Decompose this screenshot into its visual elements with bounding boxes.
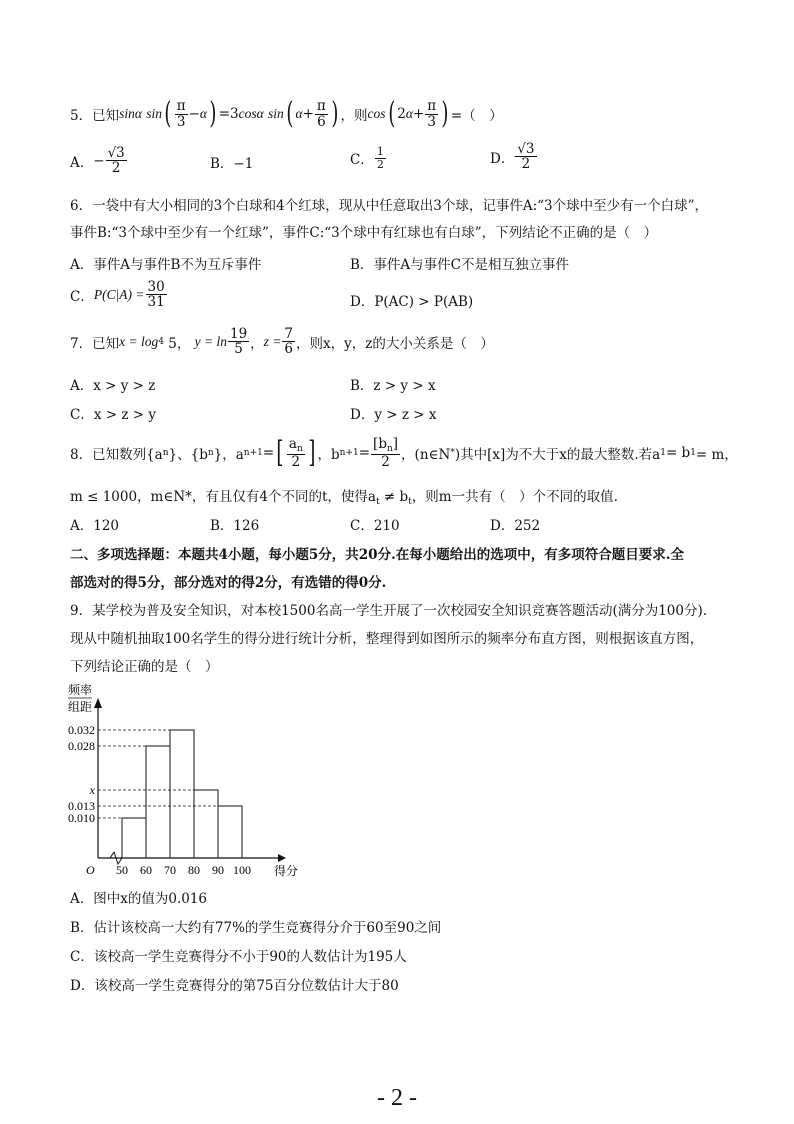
y-axis-arrow xyxy=(94,698,102,708)
option-label: B． xyxy=(210,156,234,172)
y-tick-label: x xyxy=(89,783,95,797)
q8-option-a: A．120 xyxy=(70,518,120,534)
histogram-bar xyxy=(170,730,194,858)
q8-text: = m， xyxy=(695,447,738,463)
fraction: $\frac{7}{6}$ xyxy=(284,326,294,358)
right-bracket: ] xyxy=(308,435,316,470)
q6-option-c xyxy=(70,280,168,309)
x-axis-label: 得分 xyxy=(274,864,299,878)
q8-option-d: D．252 xyxy=(490,518,541,534)
sin-symbol: sin xyxy=(119,106,135,121)
option-label: C． xyxy=(70,288,94,305)
q8-option-c: C．210 xyxy=(350,518,400,534)
page-number: - 2 - xyxy=(377,1085,417,1111)
histogram-bar xyxy=(122,818,146,858)
sin-symbol: sin xyxy=(146,106,163,121)
alpha-symbol: α xyxy=(256,106,264,121)
q5-option-b xyxy=(210,152,253,172)
x-tick-label: 90 xyxy=(212,863,224,877)
right-paren: ) xyxy=(441,96,449,131)
option-value: −1 xyxy=(233,156,254,172)
pi-over-3: $\frac{\pi}{3}$ xyxy=(427,98,437,130)
q7-number: 7．已知 xyxy=(70,335,120,352)
alpha-symbol: α xyxy=(405,106,413,121)
left-paren: ( xyxy=(286,96,294,131)
alpha-symbol: α xyxy=(199,106,208,121)
plus-sign: + xyxy=(302,106,314,122)
q8-text: }，a xyxy=(213,447,244,463)
q8-text: m ≤ 1000，m∈N*，有且仅有4个不同的t，使得a xyxy=(70,489,376,505)
subscript: n xyxy=(207,448,214,458)
q8-text: = b xyxy=(665,445,691,461)
section2-line2: 部选对的得5分，部分选对的得2分，有选错的得0分. xyxy=(70,575,387,591)
origin-label: O xyxy=(86,863,95,877)
q9-option-d: D．该校高一学生竞赛得分的第75百分位数估计大于80 xyxy=(70,978,399,994)
q7-text: ，则x，y，z的大小关系是（ ） xyxy=(296,335,494,352)
q6-option-b: B．事件A与事件C不是相互独立事件 xyxy=(350,257,569,273)
x-def: x = log xyxy=(119,333,159,349)
q8-text: }、{b xyxy=(168,447,208,463)
histogram-chart xyxy=(60,682,300,882)
q8-option-b: B．126 xyxy=(210,518,260,534)
left-paren: ( xyxy=(387,96,395,131)
q5-stem xyxy=(70,96,503,132)
q9-line2: 现从中随机抽取100名学生的得分进行统计分析，整理得到如图所示的频率分布直方图，则根据该直方图， xyxy=(70,631,704,647)
q5-option-a xyxy=(70,146,128,175)
histogram-bar xyxy=(146,746,170,858)
fraction: $\frac{1}{2}$ xyxy=(376,145,384,171)
histogram-bar xyxy=(194,790,218,858)
pi-over-6: $\frac{\pi}{6}$ xyxy=(316,98,326,130)
y-label-bottom: 组距 xyxy=(67,700,93,714)
q7-option-b: B．z > y > x xyxy=(350,378,436,394)
q9-line3: 下列结论正确的是（ ） xyxy=(70,659,219,675)
q9-option-b: B．估计该校高一大约有77%的学生竞赛得分介于60至90之间 xyxy=(70,920,442,936)
comma: ， xyxy=(250,335,264,352)
x-tick-label: 50 xyxy=(116,863,128,877)
alpha-symbol: α xyxy=(295,106,303,121)
q8-text: ，则m一共有（ ）个不同的取值. xyxy=(411,489,618,505)
fraction: $\frac{√3}{2}$ xyxy=(107,145,125,177)
q8-line2 xyxy=(70,485,618,507)
q6-line1: 6．一袋中有大小相同的3个白球和4个红球，现从中任意取出3个球，记事件A:“3个球中至少有一个白球”， xyxy=(70,198,709,214)
coefficient: 2 xyxy=(397,106,406,122)
x-tick-label: 60 xyxy=(140,863,152,877)
minus-sign: − xyxy=(93,152,105,169)
subscript: t xyxy=(375,497,380,507)
q5-option-d xyxy=(490,142,538,171)
q6-option-a: A．事件A与事件B不为互斥事件 xyxy=(70,257,262,273)
x-tick-label: 80 xyxy=(188,863,200,877)
q6-option-d: D．P(AC) > P(AB) xyxy=(350,294,474,310)
subscript: 1 xyxy=(690,448,696,458)
histogram-bar xyxy=(218,806,242,858)
y-label-top: 频率 xyxy=(67,683,93,697)
left-paren: ( xyxy=(164,96,172,131)
sin-symbol: sin xyxy=(268,106,284,121)
q7-option-d: D．y > z > x xyxy=(350,407,437,423)
equals-sign: = xyxy=(262,445,275,461)
y-tick-label: 0.010 xyxy=(68,811,95,825)
q8-text: )其中[x]为不大于x的最大整数.若a xyxy=(454,447,661,463)
fraction: $\frac{19}{5}$ xyxy=(229,326,248,358)
y-tick-label: 0.013 xyxy=(68,799,95,813)
x-tick-label: 100 xyxy=(233,863,251,877)
q5-number: 5． xyxy=(70,108,93,124)
minus-sign: − xyxy=(188,106,200,122)
alpha-symbol: α xyxy=(134,106,142,121)
x-axis-arrow xyxy=(278,854,286,862)
q9-option-a: A．图中x的值为0.016 xyxy=(70,891,208,907)
fraction: $\frac{√3}{2}$ xyxy=(517,141,535,173)
x-tick-label: 70 xyxy=(164,863,176,877)
q5-text: 已知 xyxy=(92,108,120,124)
log-base: 4 xyxy=(158,336,164,347)
fraction: $\frac{[b_n]}{2}$ xyxy=(373,435,399,471)
q9-option-c: C．该校高一学生竞赛得分不小于90的人数估计为195人 xyxy=(70,949,407,965)
q7-option-c: C．x > z > y xyxy=(70,407,156,423)
equals-sign: = xyxy=(358,445,371,461)
q9-line1: 9．某学校为普及安全知识，对本校1500名高一学生开展了一次校园安全知识竞赛答题活动(满分为100分). xyxy=(70,603,708,619)
section2-line1: 二、多项选择题：本题共4小题，每小题5分，共20分.在每小题给出的选项中，有多项符合题目要求.全 xyxy=(70,547,684,563)
q6-line2: 事件B:“3个球中至少有一个红球”，事件C:“3个球中有红球也有白球”，下列结论不正确的是（ ） xyxy=(70,225,658,241)
y-tick-label: 0.032 xyxy=(68,723,95,737)
q7-option-a: A．x > y > z xyxy=(70,378,156,394)
cos-symbol: cos xyxy=(238,106,257,121)
option-label: D． xyxy=(490,150,515,167)
right-paren: ) xyxy=(331,96,339,131)
q8-text: ，(n∈N xyxy=(401,447,451,463)
q8-text: 8．已知数列{a xyxy=(70,447,163,463)
y-def: y = ln xyxy=(194,333,227,349)
q8-text: ，b xyxy=(317,447,340,463)
pi-over-3: $\frac{\pi}{3}$ xyxy=(176,98,186,130)
q5-option-c xyxy=(350,146,387,170)
cos-symbol: cos xyxy=(367,106,386,121)
fraction: $\frac{30}{31}$ xyxy=(147,279,165,311)
left-bracket: [ xyxy=(276,435,284,470)
coefficient: 3 xyxy=(230,106,239,122)
z-def: z = xyxy=(263,333,282,349)
q8-text: ≠ b xyxy=(379,489,409,505)
option-label: C． xyxy=(350,152,374,169)
subscript: n xyxy=(162,448,169,458)
subscript: 1 xyxy=(660,448,666,458)
q8-line1 xyxy=(70,432,738,474)
subscript: n+1 xyxy=(243,448,263,458)
option-label: A． xyxy=(70,154,94,171)
subscript: n+1 xyxy=(339,448,359,458)
fraction: $\frac{a_n}{2}$ xyxy=(288,435,303,471)
log-arg: 5， xyxy=(168,335,191,352)
right-paren: ) xyxy=(209,96,217,131)
superscript: * xyxy=(450,448,455,458)
q5-end: =（ ） xyxy=(450,108,503,124)
probability-expr: P(C|A) = xyxy=(93,286,145,302)
equals-sign: = xyxy=(218,106,231,122)
plus-sign: + xyxy=(412,106,425,122)
q7-stem xyxy=(70,327,494,356)
subscript: t xyxy=(408,497,412,507)
q5-text: ，则 xyxy=(340,108,368,124)
y-tick-label: 0.028 xyxy=(68,739,95,753)
